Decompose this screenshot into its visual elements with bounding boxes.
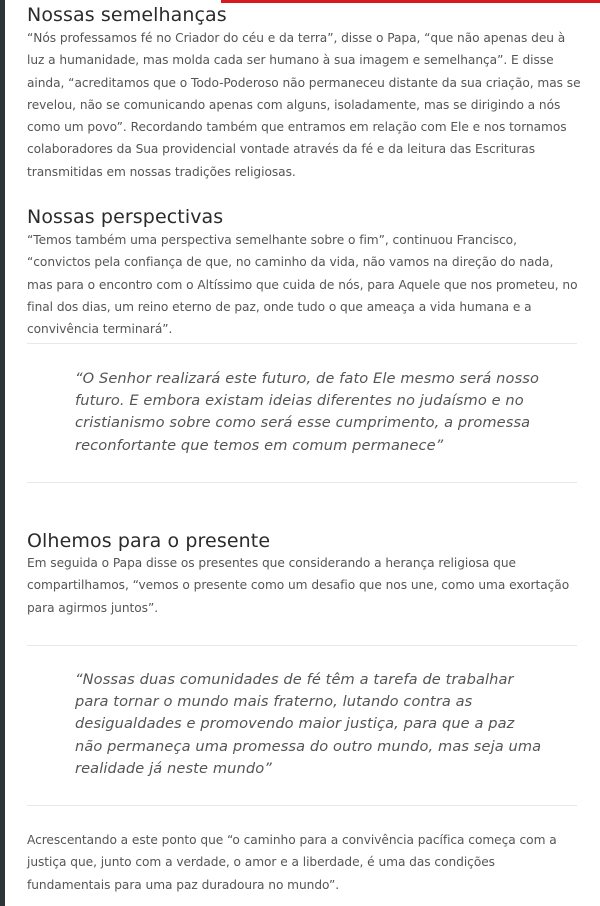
top-accent-bar <box>221 0 600 3</box>
section-paragraph: “Temos também uma perspectiva semelhante sobre o fim”, continuou Francisco, “convictos pela confiança de que, no caminho da vida, não vamos na direção do nada, mas para o encontro com o Altíssimo que cuida de nós, para Aquele que nos prometeu, no final dos dias, um reino eterno de paz, onde tudo o que ameaça a vida humana e a convivência terminará”. <box>27 233 578 337</box>
closing-paragraph: Acrescentando a este ponto que “o caminho para a convivência pacífica começa com a justiça que, junto com a verdade, o amor e a liberdade, é uma das condições fundamentais para uma paz duradoura no mundo”. <box>27 833 557 892</box>
section-paragraph: “Nós professamos fé no Criador do céu e da terra”, disse o Papa, “que não apenas deu à luz a humanidade, mas molda cada ser humano à sua imagem e semelhança”. E disse ainda, “acreditamos que o Todo-Poderoso não permaneceu distante da sua criação, mas se revelou, não se comunicando apenas com alguns, isoladamente, mas se dirigindo a nós como um povo”. Recordando também que entramos em relação com Ele e nos tornamos colaboradores da Sua providencial vontade através da fé e da leitura das Escrituras transmitidas em nossas tradições religiosas. <box>27 31 581 179</box>
section-heading: Nossas perspectivas <box>27 206 224 228</box>
section-paragraph: Em seguida o Papa disse os presentes que considerando a herança religiosa que compartilhamos, “vemos o presente como um desafio que nos une, como uma exortação para agirmos juntos”. <box>27 556 570 615</box>
pull-quote: “O Senhor realizará este futuro, de fato Ele mesmo será nosso futuro. E embora existam ideias diferentes no judaísmo e no cristianismo sobre como será esse cumprimento, a promessa reconfortante que temos em comum permanece” <box>75 370 539 454</box>
section-heading: Olhemos para o presente <box>27 530 271 552</box>
quote-divider-top <box>27 343 577 344</box>
left-border-bar <box>0 0 5 906</box>
quote-divider-bottom <box>27 482 577 483</box>
quote-divider-top <box>27 645 577 646</box>
pull-quote: “Nossas duas comunidades de fé têm a tarefa de trabalhar para tornar o mundo mais fraterno, lutando contra as desigualdades e promovendo maior justiça, para que a paz não permaneça uma promessa do outro mundo, mas seja uma realidade já neste mundo” <box>75 671 542 777</box>
section-heading: Nossas semelhanças <box>27 4 227 26</box>
quote-divider-bottom <box>27 805 577 806</box>
